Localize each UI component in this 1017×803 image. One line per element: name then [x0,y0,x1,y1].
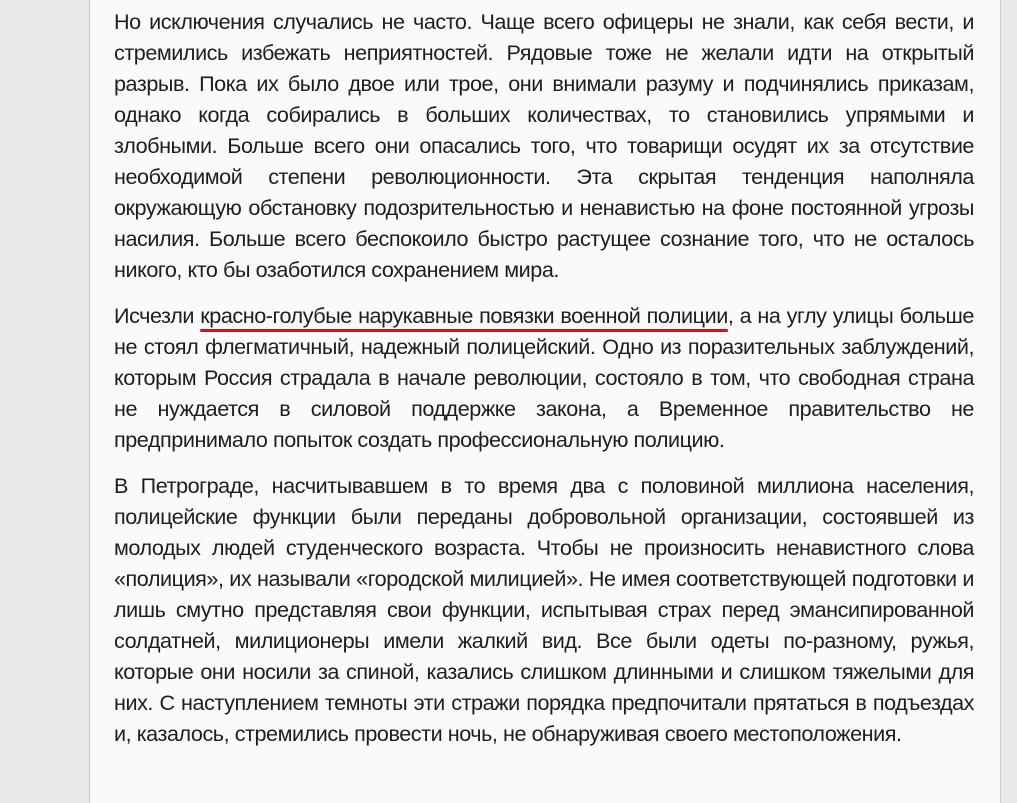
paragraph-2-start: Исчезли [114,303,201,328]
paragraph-3: В Петрограде, насчитывавшем в то время два с половиной миллиона населения, полицейские функции были переданы добровольной организации, состоявшей из молодых людей студенческого возраста. Чтобы не произносить ненавистного слова «полиция», их называли «городской милицией». Не имея соответствующей подготовки и лишь смутно представляя свои функции, испытывая страх перед эмансипированной солдатней, милиционеры имели жалкий вид. Все были одеты по-разному, ружья, которые они носили за спиной, казались слишком длинными и слишком тяжелыми для них. С наступлением темноты эти стражи порядка предпочитали прятаться в подъездах и, казалось, стремились провести ночь, не обнаруживая своего местоположения. [114,473,974,746]
paragraph-2 [114,300,974,455]
article-body [114,6,974,764]
paragraph-2-end: , а на углу улицы больше не стоял флегматичный, надежный полицейский. Одно из поразительных заблуждений, которым Россия страдала в начале революции, состояло в том, что свободная страна не нуждается в силовой поддержке закона, а Временное правительство не предпринимало попыток создать профессиональную полицию. [114,303,974,452]
paragraph-1: Но исключения случались не часто. Чаще всего офицеры не знали, как себя вести, и стремились избежать неприятностей. Рядовые тоже не желали идти на открытый разрыв. Пока их было двое или трое, они внимали разуму и подчинялись приказам, однако когда собирались в больших количествах, то становились упрямыми и злобными. Больше всего они опасались того, что товарищи осудят их за отсутствие необходимой степени революционности. Эта скрытая тенденция наполняла окружающую обстановку подозрительностью и ненавистью на фоне постоянной угрозы насилия. Больше всего беспокоило быстро растущее сознание того, что не осталось никого, кто бы озаботился сохранением мира. [114,9,974,282]
document-page [89,0,1001,803]
highlighted-phrase: красно-голубые нарукавные повязки военной полиции [200,303,728,328]
